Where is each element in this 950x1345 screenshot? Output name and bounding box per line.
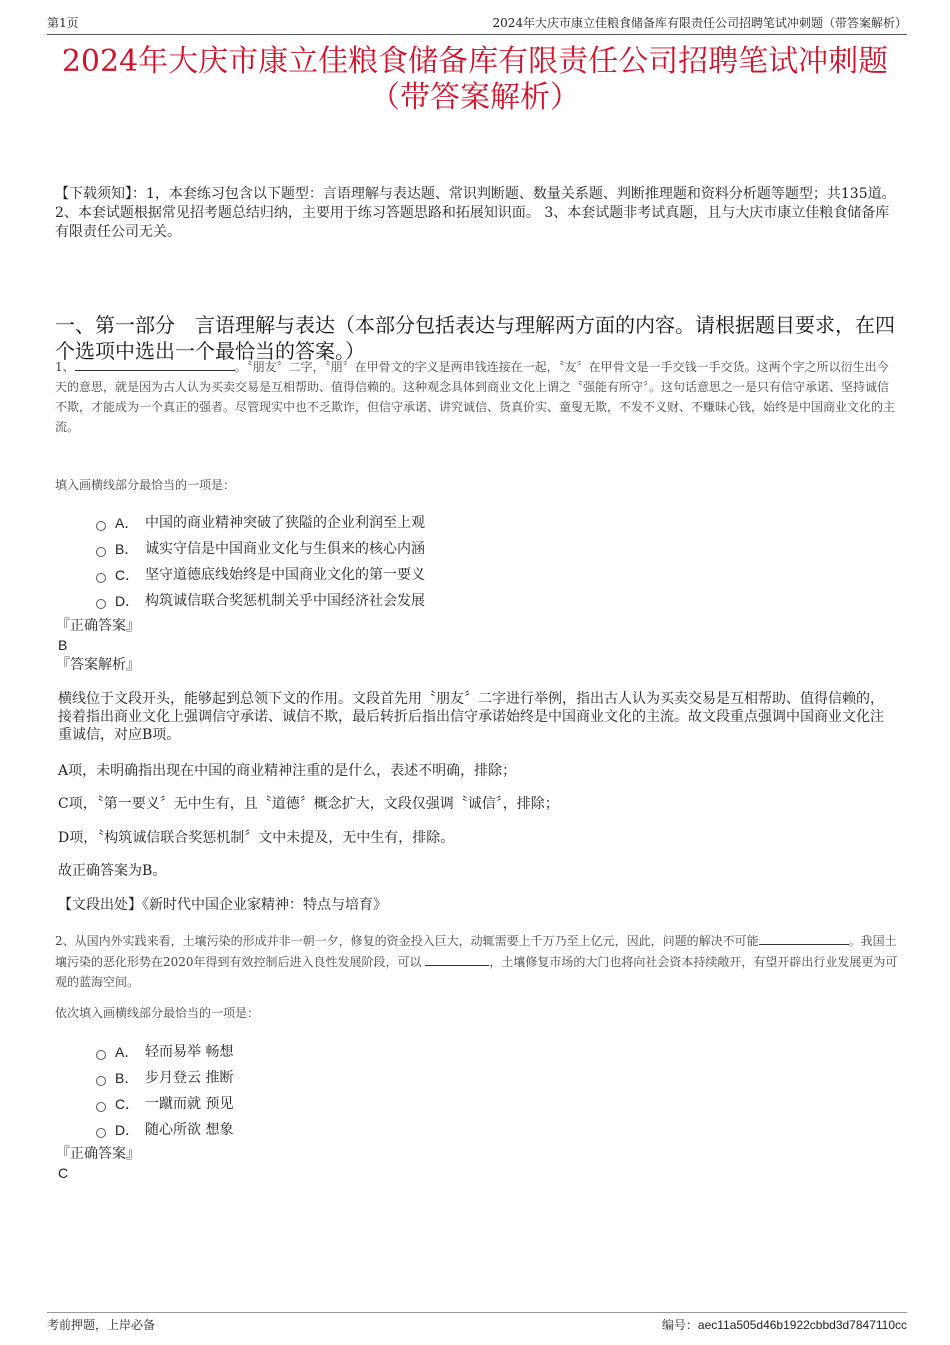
- page-number: 第1页: [47, 16, 79, 30]
- radio-icon[interactable]: [96, 1076, 106, 1086]
- question-1-option-b[interactable]: [96, 536, 425, 562]
- option-letter: D．: [115, 1122, 140, 1138]
- page-footer: [47, 1312, 907, 1335]
- question-1-analysis-d: D项，〝构筑诚信联合奖惩机制〞文中未提及，无中生有，排除。: [58, 830, 455, 846]
- option-letter: A．: [115, 515, 139, 531]
- option-text: 坚守道德底线始终是中国商业文化的第一要义: [145, 567, 425, 583]
- question-2-number: 2、: [55, 934, 75, 948]
- option-letter: B．: [115, 1070, 139, 1086]
- radio-icon[interactable]: [96, 1050, 106, 1060]
- question-2-answer-label: 『正确答案』: [56, 1146, 140, 1162]
- option-letter: B．: [115, 541, 139, 557]
- question-1-blank: [75, 356, 235, 371]
- radio-icon[interactable]: [96, 573, 106, 583]
- question-1-analysis-label: 『答案解析』: [56, 657, 140, 673]
- option-letter: C．: [115, 567, 140, 583]
- question-1-option-a[interactable]: [96, 510, 425, 536]
- question-1-analysis-main: 横线位于文段开头，能够起到总领下文的作用。文段首先用〝朋友〞二字进行举例，指出古人认为买卖交易是互相帮助、值得信赖的，接着指出商业文化上强调信守承诺、诚信不欺，最后转折后指出信守承诺始终是中国商业文化的主流。故文段重点强调中国商业文化注重诚信，对应B项。: [58, 691, 884, 743]
- footer-slogan: 考前押题，上岸必备: [47, 1318, 156, 1332]
- option-letter: D．: [115, 593, 140, 609]
- header-doc-title: 2024年大庆市康立佳粮食储备库有限责任公司招聘笔试冲刺题（带答案解析）: [492, 16, 907, 30]
- question-2-option-a[interactable]: [96, 1039, 233, 1065]
- option-text: 诚实守信是中国商业文化与生俱来的核心内涵: [145, 541, 425, 557]
- option-text: 中国的商业精神突破了狭隘的企业利润至上观: [145, 515, 425, 531]
- question-1-option-d[interactable]: [96, 588, 425, 614]
- question-1-body: 。〝朋友〞二字，〝朋〞在甲骨文的字义是两串钱连接在一起，〝友〞在甲骨文是一手交钱一手交货。这两个字之所以衍生出今天的意思，就是因为古人认为买卖交易是互相帮助、值得信赖的。这种观念具体到商业文化上谓之〝强能有所守〞。这句话意思之一是只有信守承诺、坚持诚信不欺，才能成为一个真正的强者。尽管现实中也不乏欺诈，但信守承诺、讲究诚信、货真价实、童叟无欺，不发不义财、不赚昧心钱，始终是中国商业文化的主流。: [55, 360, 896, 434]
- option-letter: C．: [115, 1096, 140, 1112]
- question-1-source: 【文段出处】《新时代中国企业家精神：特点与培育》: [58, 897, 387, 913]
- radio-icon[interactable]: [96, 521, 106, 531]
- question-1-analysis-c: C项，〝第一要义〞无中生有，且〝道德〞概念扩大，文段仅强调〝诚信〞，排除；: [58, 796, 559, 812]
- footer-code-label: 编号：: [661, 1318, 698, 1332]
- question-2-blank-2: [425, 951, 489, 966]
- radio-icon[interactable]: [96, 547, 106, 557]
- option-text: 轻而易举 畅想: [145, 1044, 234, 1060]
- option-text: 构筑诚信联合奖惩机制关乎中国经济社会发展: [145, 593, 425, 609]
- question-2-body-part3: ，土壤修复市场的大门也将向社会资本持续敞开，有望开辟出行业发展更为可观的蓝海空间。: [55, 955, 898, 989]
- question-2-option-d[interactable]: [96, 1117, 233, 1143]
- download-notice: 【下载须知】：1，本套练习包含以下题型：言语理解与表达题、常识判断题、数量关系题、判断推理题和资料分析题等题型；共135道。 2、本套试题根据常见招考题总结归纳，主要用于练习答题思路和拓展知识面。 3、本套试题非考试真题，且与大庆市康立佳粮食储备库有限责任公司无关。: [55, 186, 896, 240]
- document-title-line1: 2024年大庆市康立佳粮食储备库有限责任公司招聘笔试冲刺题: [61, 44, 889, 79]
- section-heading: 一、第一部分 言语理解与表达（本部分包括表达与理解两方面的内容。请根据题目要求，在四个选项中选出一个最恰当的答案。）: [55, 313, 895, 363]
- radio-icon[interactable]: [96, 1128, 106, 1138]
- question-1-option-c[interactable]: [96, 562, 425, 588]
- option-text: 一蹴而就 预见: [145, 1096, 234, 1112]
- page-header: [47, 12, 907, 35]
- radio-icon[interactable]: [96, 1102, 106, 1112]
- footer-code: [662, 1315, 907, 1335]
- question-1-answer-label: 『正确答案』: [56, 618, 140, 634]
- question-2-option-c[interactable]: [96, 1091, 233, 1117]
- question-1-analysis-conclusion: 故正确答案为B。: [58, 863, 167, 879]
- question-2-body-part1: 从国内外实践来看，土壤污染的形成并非一朝一夕，修复的资金投入巨大，动辄需要上千万乃至上亿元，因此，问题的解决不可能: [74, 934, 759, 948]
- footer-code-value: aec11a505d46b1922cbbd3d7847110cc: [697, 1318, 907, 1332]
- question-1-text: [55, 356, 900, 437]
- document-title-line2: （带答案解析）: [370, 80, 580, 115]
- option-text: 步月登云 推断: [145, 1070, 234, 1086]
- question-1-analysis-a: A项，未明确指出现在中国的商业精神注重的是什么，表述不明确，排除；: [58, 763, 517, 779]
- question-2-options: [96, 1039, 233, 1143]
- question-2-body-part2: 。我国土壤污染的恶化形势在2020年得到有效控制后进入良性发展阶段，可以: [55, 934, 897, 969]
- question-2-prompt: 依次填入画横线部分最恰当的一项是：: [55, 1006, 260, 1020]
- radio-icon[interactable]: [96, 599, 106, 609]
- document-title: [40, 44, 910, 116]
- question-1-options: [96, 510, 425, 614]
- question-1-answer: B: [58, 637, 68, 653]
- question-1-prompt: 填入画横线部分最恰当的一项是：: [55, 478, 236, 492]
- option-letter: A．: [115, 1044, 139, 1060]
- question-2-answer: C: [58, 1165, 69, 1181]
- question-2-blank-1: [759, 930, 849, 945]
- question-2-option-b[interactable]: [96, 1065, 233, 1091]
- question-1-number: 1、: [55, 360, 75, 374]
- option-text: 随心所欲 想象: [145, 1122, 234, 1138]
- question-2-text: [55, 930, 900, 992]
